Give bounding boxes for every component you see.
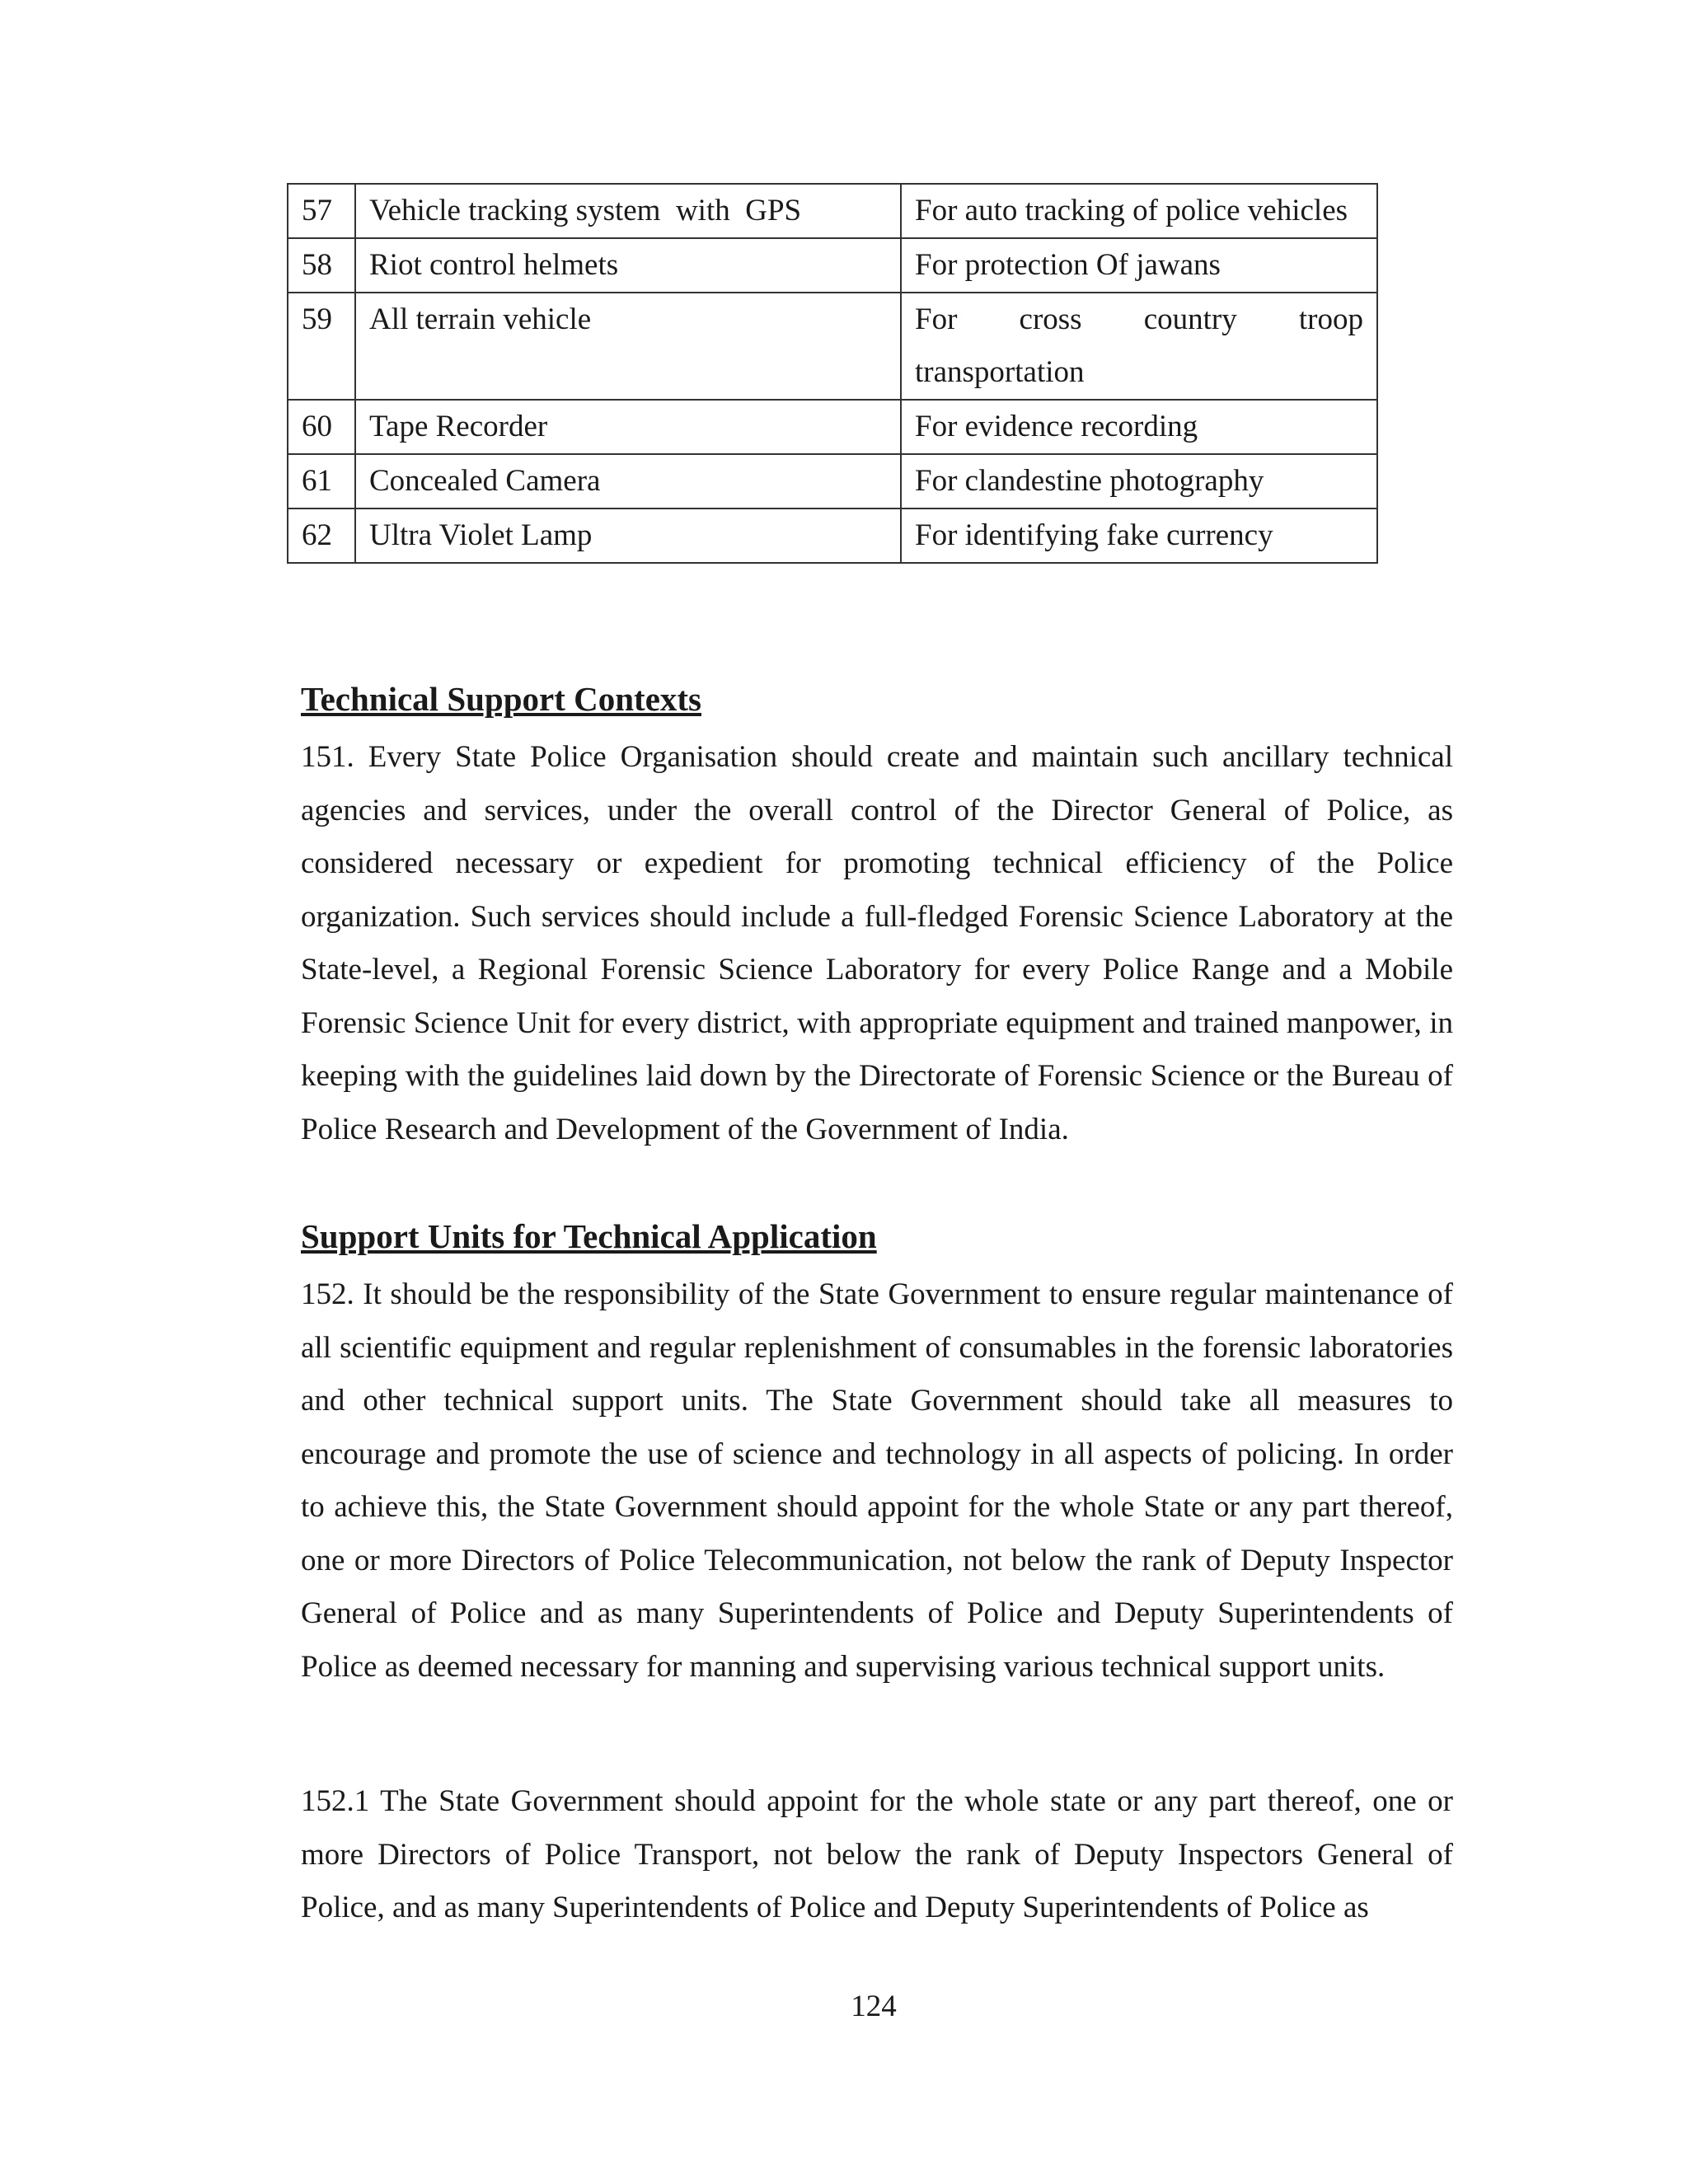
- equipment-item: Vehicle tracking system with GPS: [355, 184, 901, 238]
- page-number: 124: [851, 1990, 897, 2023]
- row-number: 61: [288, 454, 355, 509]
- equipment-item: Ultra Violet Lamp: [355, 509, 901, 563]
- section-heading: Technical Support Contexts: [301, 680, 701, 718]
- paragraph: 151. Every State Police Organisation should create and maintain such ancillary technical agencies and services, under the overall control of the Director General of Police, as considered necessary or expedient for promoting technical efficiency of the Police organization. Such services should include a full-fledged Forensic Science Laboratory at the State-level, a Regional Forensic Science Laboratory for every Police Range and a Mobile Forensic Science Unit for every district, with appropriate equipment and trained manpower, in keeping with the guidelines laid down by the Directorate of Forensic Science or the Bureau of Police Research and Development of the Government of India.: [301, 740, 1453, 1146]
- table-row: [288, 293, 1377, 400]
- table-row: [288, 509, 1377, 563]
- equipment-purpose: For evidence recording: [901, 400, 1377, 454]
- equipment-purpose: For protection Of jawans: [901, 238, 1377, 293]
- row-number: 62: [288, 509, 355, 563]
- section-heading: Support Units for Technical Application: [301, 1217, 877, 1255]
- paragraph: 152.1 The State Government should appoint for the whole state or any part thereof, one or more Directors of Police Transport, not below the rank of Deputy Inspectors General of Police, and as many Superintendents of Police and Deputy Superintendents of Police as: [301, 1784, 1453, 1924]
- equipment-item: Riot control helmets: [355, 238, 901, 293]
- equipment-purpose: For auto tracking of police vehicles: [901, 184, 1377, 238]
- table-row: [288, 454, 1377, 509]
- row-number: 60: [288, 400, 355, 454]
- equipment-purpose: For identifying fake currency: [901, 509, 1377, 563]
- equipment-item: Concealed Camera: [355, 454, 901, 509]
- paragraph: 152. It should be the responsibility of the State Government to ensure regular maintenance of all scientific equipment and regular replenishment of consumables in the forensic laboratories and other technical support units. The State Government should take all measures to encourage and promote the use of science and technology in all aspects of policing. In order to achieve this, the State Government should appoint for the whole State or any part thereof, one or more Directors of Police Telecommunication, not below the rank of Deputy Inspector General of Police and as many Superintendents of Police and Deputy Superintendents of Police as deemed necessary for manning and supervising various technical support units.: [301, 1277, 1453, 1684]
- equipment-item: Tape Recorder: [355, 400, 901, 454]
- table-row: [288, 238, 1377, 293]
- equipment-purpose: For clandestine photography: [901, 454, 1377, 509]
- equipment-table: [287, 183, 1378, 564]
- row-number: 59: [288, 293, 355, 400]
- row-number: 58: [288, 238, 355, 293]
- table-row: [288, 184, 1377, 238]
- equipment-purpose: For cross country troop transportation: [901, 293, 1377, 400]
- equipment-item: All terrain vehicle: [355, 293, 901, 400]
- row-number: 57: [288, 184, 355, 238]
- table-row: [288, 400, 1377, 454]
